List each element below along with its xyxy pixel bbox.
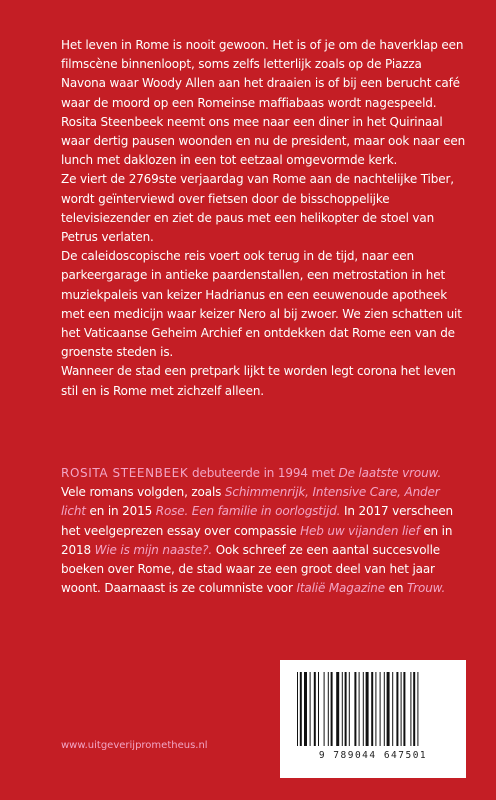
blurb-paragraph: Ze viert de 2769ste verjaardag van Rome aan de nachtelijke Tiber, wordt geïnterviewd over fietsen door de bisschoppelijke televisiezender en ziet de paus met een helikopter de stoel van Petrus verlaten.: [61, 172, 454, 245]
blurb-paragraph: Wanneer de stad een pretpark lijkt te worden legt corona het leven stil en is Rome met zichzelf alleen.: [61, 364, 456, 398]
bio-text: In 2017 verscheen het veelgeprezen essay over compassie: [61, 504, 454, 538]
blurb-paragraph: De caleidoscopische reis voert ook terug in de tijd, naar een parkeergarage in antieke paardenstallen, een metrostation in het muziekpaleis van keizer Hadrianus en een eeuwenoude apotheek met een medicijn waar keizer Nero al bij zwoer. We zien schatten uit het Vaticaanse Geheim Archief en ontdekken dat Rome een van de groenste steden is.: [61, 249, 462, 360]
bio-text: Ook schreef ze een aantal succesvolle boeken over Rome, de stad waar ze een groot deel van het jaar woont. Daarnaast is ze columniste voor: [61, 542, 441, 596]
bio-text: Vele romans volgden, zoals: [61, 485, 225, 500]
bio-text: debuteerde in 1994 met: [188, 466, 339, 480]
magazine-title: Trouw.: [406, 581, 446, 596]
isbn-barcode: [280, 660, 466, 778]
publisher-website[interactable]: www.uitgeverijprometheus.nl: [61, 740, 208, 751]
magazine-title: Italië Magazine: [296, 581, 385, 596]
book-title: De laatste vrouw.: [338, 466, 442, 480]
book-title: Wie is mijn naaste?.: [94, 542, 213, 557]
book-title: Heb uw vijanden lief: [300, 523, 420, 538]
blurb-paragraph: Rosita Steenbeek neemt ons mee naar een diner in het Quirinaal waar dertig pausen woonden en nu de president, maar ook naar een lunch met daklozen in een tot eetzaal omgevormde kerk.: [61, 114, 466, 168]
barcode-icon: [293, 672, 453, 748]
bio-text: en in 2018: [61, 523, 453, 557]
book-title: Rose. Een familie in oorlogstijd.: [155, 504, 341, 519]
book-title: Schimmenrijk, Intensive Care, Ander licht: [61, 485, 440, 519]
author-name: ROSITA STEENBEEK: [61, 466, 189, 480]
blurb-paragraph: Het leven in Rome is nooit gewoon. Het is of je om de haverklap een filmscène binnenloopt, soms zelfs letterlijk zoals op de Piazza Navona waar Woody Allen aan het draaien is of bij een berucht café waar de moord op een Romeinse maffiabaas wordt nagespeeld.: [61, 38, 464, 110]
bio-text: en: [384, 581, 407, 596]
isbn-number: 9 789044 647501: [318, 750, 428, 761]
bio-text: en in 2015: [85, 504, 156, 519]
author-bio: [61, 464, 467, 598]
back-cover-blurb: [61, 36, 467, 401]
author-bio-paragraph: [61, 464, 467, 598]
